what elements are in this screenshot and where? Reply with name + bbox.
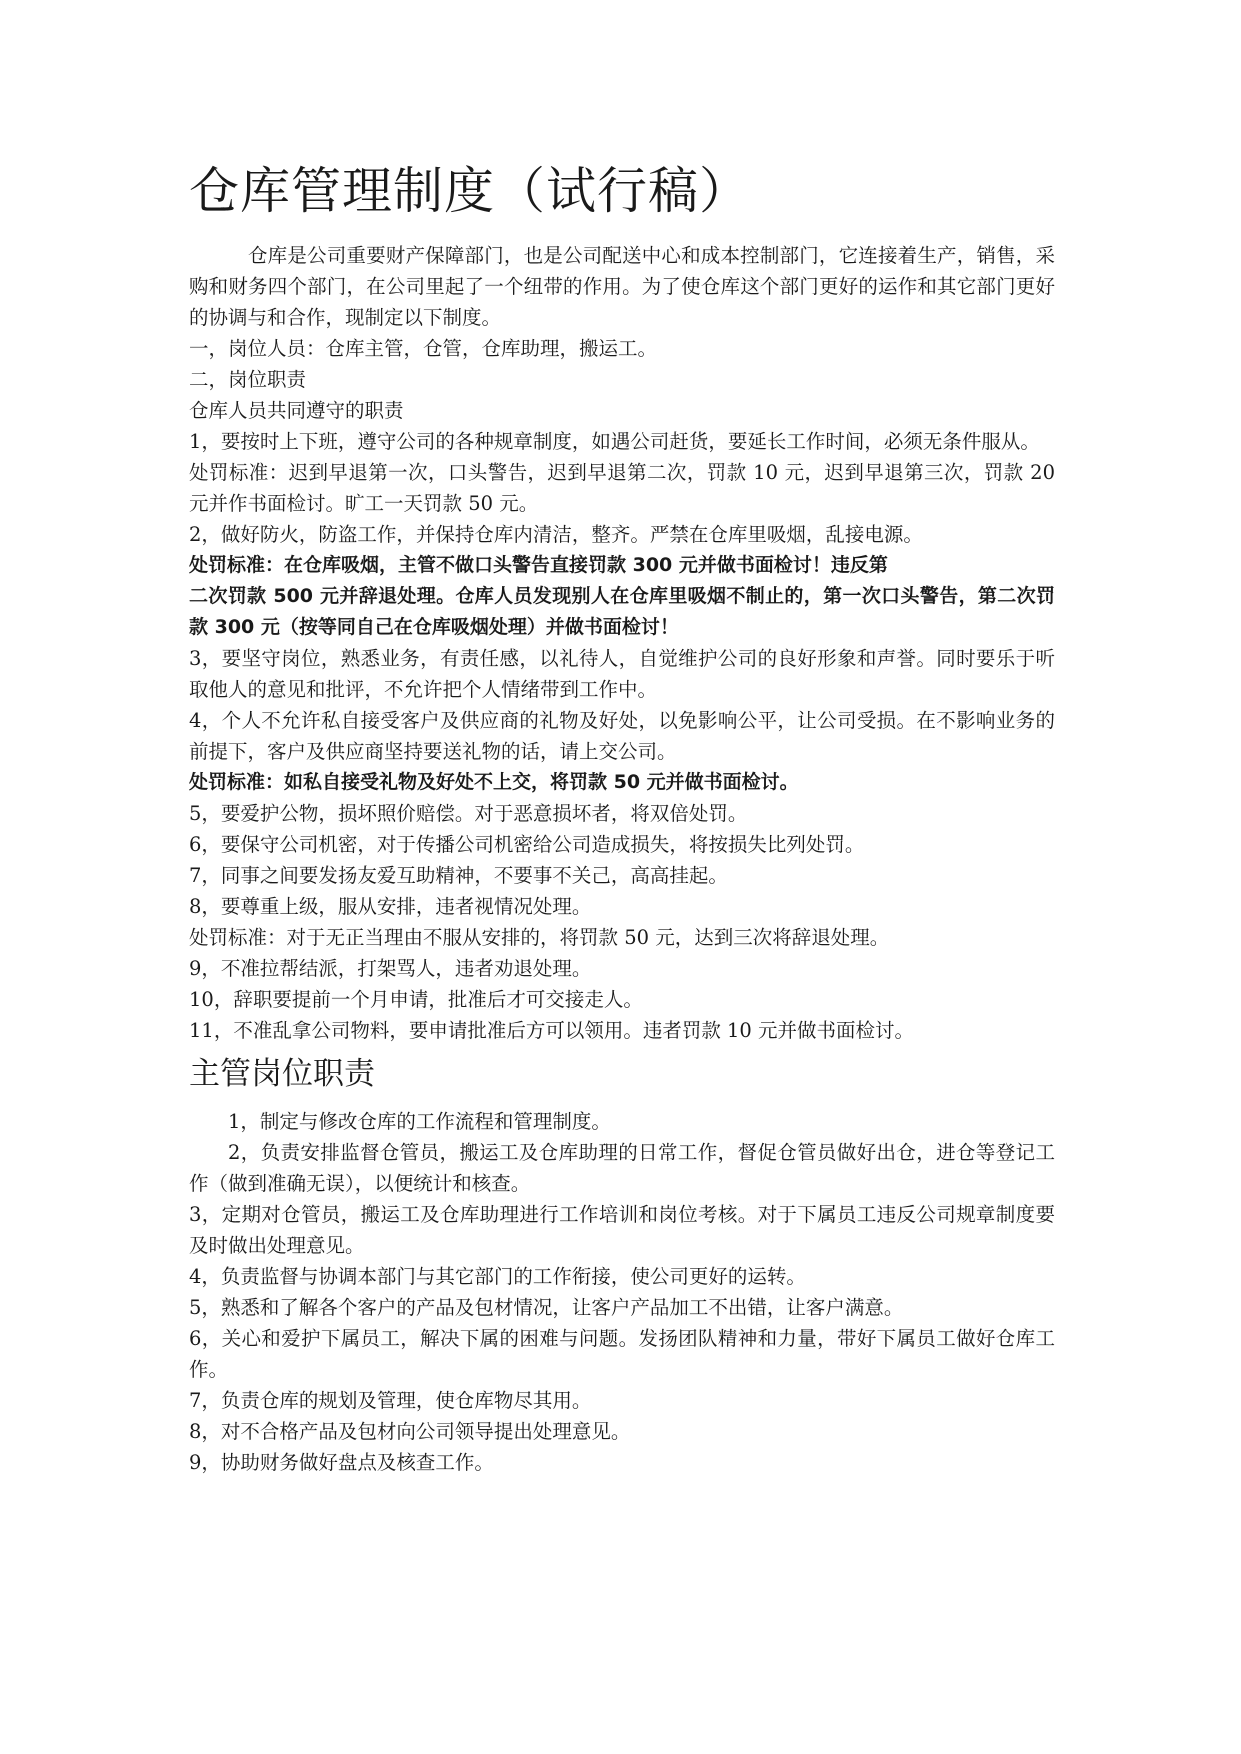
duties-heading: 二，岗位职责 (189, 368, 307, 391)
penalty-2-line-1: 处罚标准：在仓库吸烟，主管不做口头警告直接罚款 300 元并做书面检讨！违反第 (189, 554, 888, 576)
rule-item-4: 4，个人不允许私自接受客户及供应商的礼物及好处，以免影响公平，让公司受损。在不影响业务的前提下，客户及供应商坚持要送礼物的话，请上交公司。 (189, 709, 1055, 763)
supervisor-item-4: 4，负责监督与协调本部门与其它部门的工作衔接，使公司更好的运转。 (189, 1265, 806, 1288)
supervisor-item-7: 7，负责仓库的规划及管理，使仓库物尽其用。 (189, 1389, 592, 1412)
supervisor-item-8: 8，对不合格产品及包材向公司领导提出处理意见。 (189, 1420, 631, 1443)
rule-item-2: 2，做好防火，防盗工作，并保持仓库内清洁，整齐。严禁在仓库里吸烟，乱接电源。 (189, 523, 923, 546)
rule-item-10: 10，辞职要提前一个月申请，批准后才可交接走人。 (189, 988, 643, 1011)
penalty-8: 处罚标准：对于无正当理由不服从安排的，将罚款 50 元，达到三次将辞退处理。 (189, 926, 890, 949)
rule-item-1: 1，要按时上下班，遵守公司的各种规章制度，如遇公司赶货，要延长工作时间，必须无条件服从。 (189, 430, 1040, 453)
supervisor-item-2: 2，负责安排监督仓管员，搬运工及仓库助理的日常工作，督促仓管员做好出仓，进仓等登记工作（做到准确无误），以便统计和核查。 (189, 1141, 1055, 1195)
penalty-2-line-2: 二次罚款 500 元并辞退处理。仓库人员发现别人在仓库里吸烟不制止的，第一次口头警告，第二次罚款 300 元（按等同自己在仓库吸烟处理）并做书面检讨！ (189, 585, 1055, 638)
supervisor-item-3: 3，定期对仓管员，搬运工及仓库助理进行工作培训和岗位考核。对于下属员工违反公司规章制度要及时做出处理意见。 (189, 1203, 1055, 1257)
penalty-4: 处罚标准：如私自接受礼物及好处不上交，将罚款 50 元并做书面检讨。 (189, 771, 799, 793)
rule-item-9: 9，不准拉帮结派，打架骂人，违者劝退处理。 (189, 957, 592, 980)
supervisor-item-5: 5，熟悉和了解各个客户的产品及包材情况，让客户产品加工不出错，让客户满意。 (189, 1296, 904, 1319)
supervisor-item-6: 6，关心和爱护下属员工，解决下属的困难与问题。发扬团队精神和力量，带好下属员工做好仓库工作。 (189, 1327, 1055, 1381)
supervisor-duties-heading: 主管岗位职责 (189, 1056, 375, 1092)
intro-paragraph: 仓库是公司重要财产保障部门，也是公司配送中心和成本控制部门，它连接着生产，销售，采购和财务四个部门，在公司里起了一个纽带的作用。为了使仓库这个部门更好的运作和其它部门更好的协调与和合作，现制定以下制度。 (189, 244, 1055, 329)
document-page (189, 160, 1055, 1478)
supervisor-item-1: 1，制定与修改仓库的工作流程和管理制度。 (228, 1110, 611, 1133)
rule-item-3: 3，要坚守岗位，熟悉业务，有责任感，以礼待人，自觉维护公司的良好形象和声誉。同时要乐于听取他人的意见和批评，不允许把个人情绪带到工作中。 (189, 647, 1055, 701)
penalty-1: 处罚标准：迟到早退第一次，口头警告，迟到早退第二次，罚款 10 元，迟到早退第三次，罚款 20 元并作书面检讨。旷工一天罚款 50 元。 (189, 461, 1055, 515)
rule-item-6: 6，要保守公司机密，对于传播公司机密给公司造成损失，将按损失比列处罚。 (189, 833, 865, 856)
rule-item-5: 5，要爱护公物，损坏照价赔偿。对于恶意损坏者，将双倍处罚。 (189, 802, 748, 825)
document-title: 仓库管理制度（试行稿） (189, 162, 750, 220)
rule-item-8: 8，要尊重上级，服从安排，违者视情况处理。 (189, 895, 592, 918)
positions-line: 一，岗位人员：仓库主管，仓管，仓库助理，搬运工。 (189, 337, 658, 360)
common-duties-heading: 仓库人员共同遵守的职责 (189, 399, 404, 422)
rule-item-7: 7，同事之间要发扬友爱互助精神，不要事不关己，高高挂起。 (189, 864, 728, 887)
rule-item-11: 11，不准乱拿公司物料，要申请批准后方可以领用。违者罚款 10 元并做书面检讨。 (189, 1019, 915, 1042)
supervisor-item-9: 9，协助财务做好盘点及核查工作。 (189, 1451, 494, 1474)
